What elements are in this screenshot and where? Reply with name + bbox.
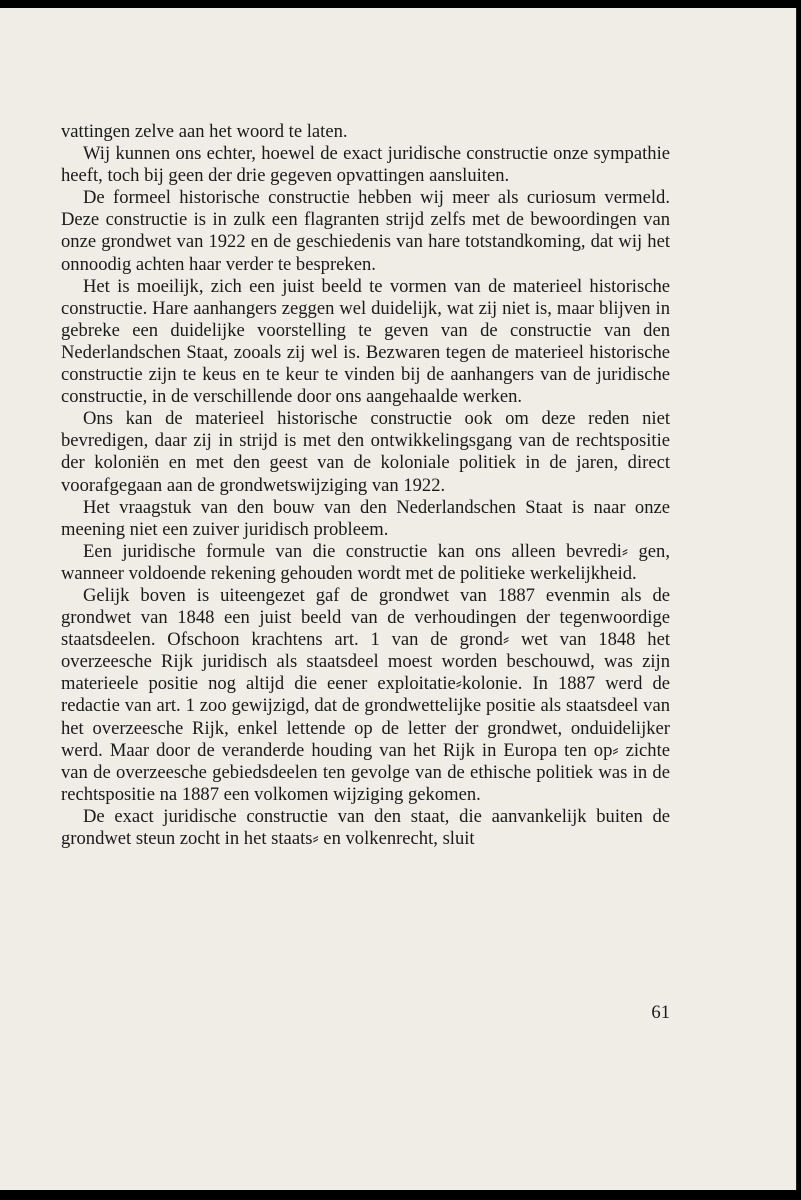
paragraph: Gelijk boven is uiteengezet gaf de grondwet van 1887 evenmin als de grondwet van 1848 een juist beeld van de verhoudingen der tegenwoordige staatsdeelen. Ofschoon krachtens art. 1 van de grond⸗ wet van 1848 het overzeesche Rijk juridisch als staatsdeel moest worden beschouwd, was zijn materieele positie nog altijd die eener exploitatie⸗kolonie. In 1887 werd de redactie van art. 1 zoo gewijzigd, dat de grondwettelijke positie als staatsdeel van het overzeesche Rijk, enkel lettende op de letter der grondwet, onduidelijker werd. Maar door de veranderde houding van het Rijk in Europa ten op⸗ zichte van de overzeesche gebiedsdeelen ten gevolge van de ethische politiek was in de rechtspositie na 1887 een volkomen wijziging gekomen. [61,584,670,805]
paragraph: De formeel historische constructie hebben wij meer als curiosum vermeld. Deze constructie is in zulk een flagranten strijd zelfs met de bewoordingen van onze grondwet van 1922 en de geschiedenis van hare totstandkoming, dat wij het onnoodig achten haar verder te bespreken. [61,187,670,275]
paragraph: vattingen zelve aan het woord te laten. [61,121,348,142]
paragraph: De exact juridische constructie van den staat, die aanvankelijk buiten de grondwet steun zocht in het staats⸗ en volkenrecht, sluit [61,805,670,849]
paragraph: Wij kunnen ons echter, hoewel de exact juridische constructie onze sympathie heeft, toch bij geen der drie gegeven opvattingen aansluiten. [61,143,670,187]
paragraph: Ons kan de materieel historische constructie ook om deze reden niet bevredigen, daar zij in strijd is met den ontwikkelingsgang van de rechtspositie der koloniën en met den geest van de koloniale politiek in de jaren, direct voorafgegaan aan de grondwetswijziging van 1922. [61,408,670,496]
page-number: 61 [651,1002,670,1023]
paragraph: Het is moeilijk, zich een juist beeld te vormen van de materieel historische constructie. Hare aanhangers zeggen wel duidelijk, wat zij niet is, maar blijven in gebreke een duidelijke voorstelling te geven van de constructie van den Nederlandschen Staat, zooals zij wel is. Bezwaren tegen de materieel historische constructie zijn te keus en te keur te vinden bij de aanhangers van de juridische constructie, in de verschillende door ons aangehaalde werken. [61,275,670,408]
book-page [0,8,797,1190]
paragraph: Het vraagstuk van den bouw van den Nederlandschen Staat is naar onze meening niet een zuiver juridisch probleem. [61,496,670,540]
paragraph: Een juridische formule van die constructie kan ons alleen bevredi⸗ gen, wanneer voldoende rekening gehouden wordt met de politieke werkelijkheid. [61,540,670,584]
body-text [61,121,670,850]
